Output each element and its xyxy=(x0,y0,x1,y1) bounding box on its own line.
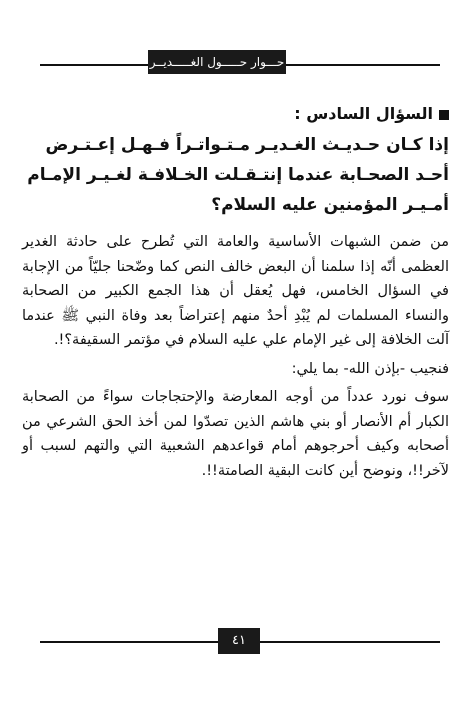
square-bullet-icon xyxy=(439,110,449,120)
paragraph-1: من ضمن الشبهات الأساسية والعامة التي تُطرح على حادثة الغدير العظمى أنّه إذا سلمنا أن البعض خالف النص كما وضّحنا جليّاً من الإجابة في السؤال الخامس، فهل يُعقل أن هذا الجمع الكبير من الصحابة والنساء المسلمات لم يُبْدِ أحدٌ منهم إعتراضاً بعد وفاة النبي ﷺ عندما آلت الخلافة إلى غير الإمام علي عليه السلام في مؤتمر السقيفة؟!. xyxy=(22,234,449,348)
question-text: إذا كـان حـديـث الغـديـر مـتـواتـراً فـهـل إعـتـرض أحـد الصحـابة عندما إنتـقـلت الخـلافـة لغـيـر الإمـام أمـيـر المؤمنين عليه السلام؟ xyxy=(27,135,449,215)
question-heading xyxy=(22,100,449,128)
paragraph-2: فنجيب -بإذن الله- بما يلي: xyxy=(291,360,449,377)
running-header: حـــوار حـــــول الغـــــديــر xyxy=(148,50,286,74)
page-number: ٤١ xyxy=(218,628,260,654)
paragraph-3: سوف نورد عدداً من أوجه المعارضة والإحتجاجات سواءً من الصحابة الكبار أم الأنصار أو بني هاشم الذين تصدّوا لمن أخذ الحق الشرعي من أصحابه وكيف أحرجوهم أمام قواعدهم الشعبية التي والتهم لسبب أو لآخر!!، ونوضح أين كانت البقية الصامتة!!. xyxy=(22,389,449,479)
question-heading-text: السؤال السادس : xyxy=(294,104,433,123)
page-content xyxy=(22,100,449,483)
